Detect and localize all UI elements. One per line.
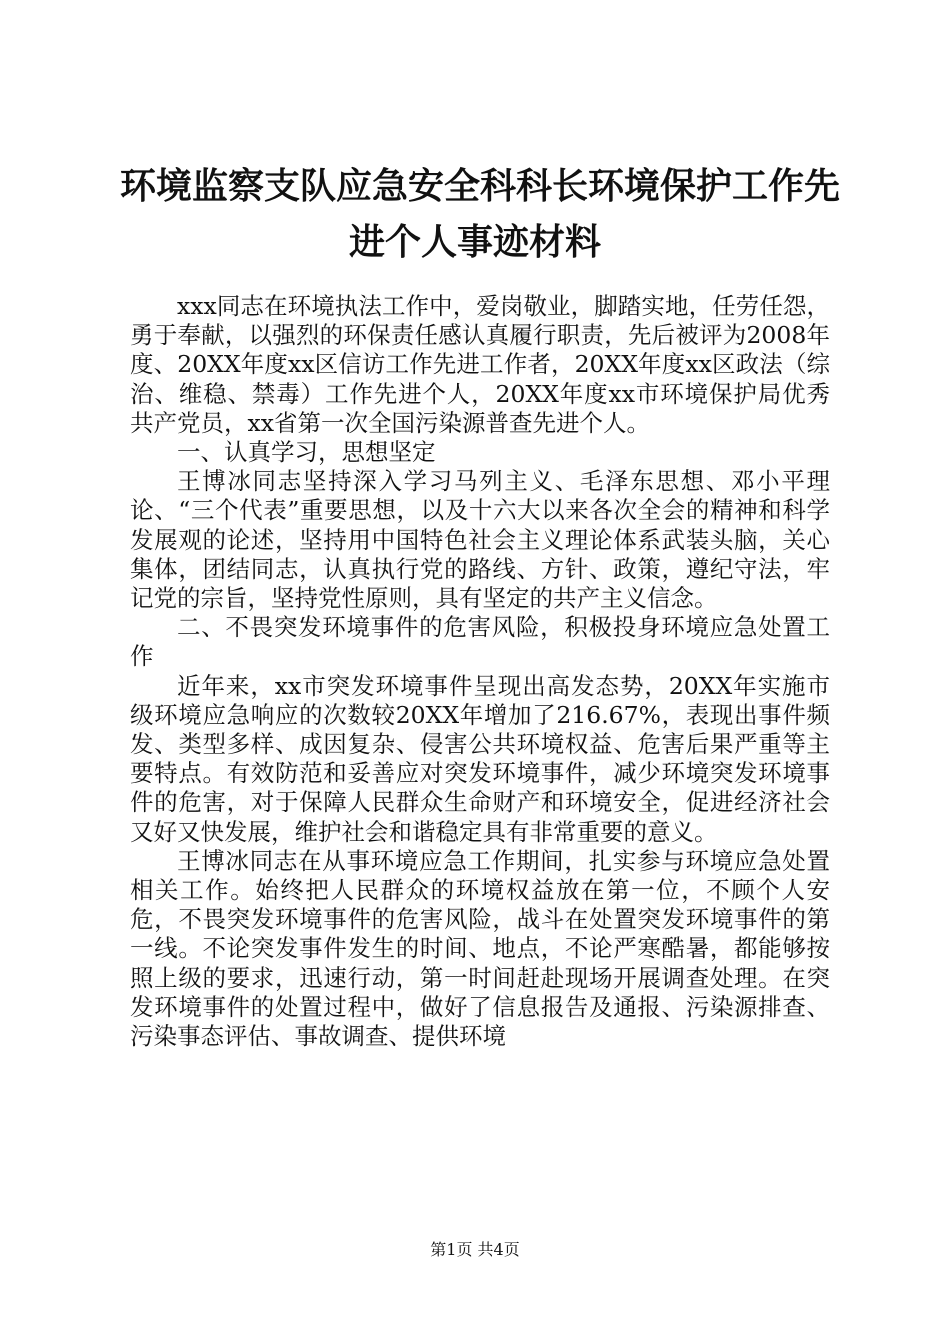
paragraph-recent-years: 近年来，xx市突发环境事件呈现出高发态势，20XX年实施市级环境应急响应的次数较20XX年增加了216.67%，表现出事件频发、类型多样、成因复杂、侵害公共环境权益、危害后果严重等主要特点。有效防范和妥善应对突发环境事件，减少环境突发环境事件的危害，对于保障人民群众生命财产和环境安全，促进经济社会又好又快发展，维护社会和谐稳定具有非常重要的意义。 <box>130 671 830 846</box>
section-heading-2: 二、不畏突发环境事件的危害风险，积极投身环境应急处置工作 <box>130 613 830 671</box>
section-heading-1: 一、认真学习，思想坚定 <box>177 438 436 467</box>
paragraph-intro: xxx同志在环境执法工作中，爱岗敬业，脚踏实地，任劳任怨，勇于奉献，以强烈的环保责任感认真履行职责，先后被评为2008年度、20XX年度xx区信访工作先进工作者，20XX年度xx区政法（综治、维稳、禁毒）工作先进个人，20XX年度xx市环境保护局优秀共产党员，xx省第一次全国污染源普查先进个人。 <box>130 292 830 437</box>
document-body <box>130 292 830 1051</box>
document-title-line-1: 环境监察支队应急安全科科长环境保护工作先 <box>120 166 841 207</box>
paragraph-study: 王博冰同志坚持深入学习马列主义、毛泽东思想、邓小平理论、“三个代表”重要思想，以及十六大以来各次全会的精神和科学发展观的论述，坚持用中国特色社会主义理论体系武装头脑，关心集体，团结同志，认真执行党的路线、方针、政策，遵纪守法，牢记党的宗旨，坚持党性原则，具有坚定的共产主义信念。 <box>130 467 830 613</box>
document-title-line-2: 进个人事迹材料 <box>348 222 601 263</box>
page-footer: 第1页 共4页 <box>430 1240 520 1259</box>
paragraph-emergency-work: 王博冰同志在从事环境应急工作期间，扎实参与环境应急处置相关工作。始终把人民群众的环境权益放在第一位，不顾个人安危，不畏突发环境事件的危害风险，战斗在处置突发环境事件的第一线。不论突发事件发生的时间、地点，不论严寒酷暑，都能够按照上级的要求，迅速行动，第一时间赶赴现场开展调查处理。在突发环境事件的处置过程中，做好了信息报告及通报、污染源排查、污染事态评估、事故调查、提供环境 <box>130 846 830 1051</box>
